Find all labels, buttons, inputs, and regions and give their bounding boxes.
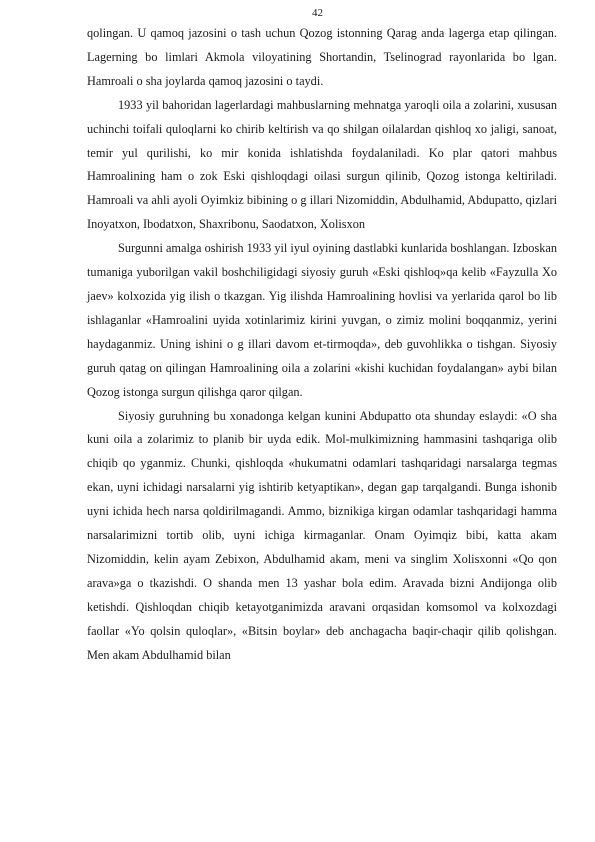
paragraph-1: qolingan. U qamoq jazosini o tash uchun Qozog istonning Qarag anda lagerga etap qilingan. Lagerning bo limlari Akmola viloyatining Shortandin, Tselinograd rayonlarida bo lgan. Hamroali o sha joylarda qamoq jazosini o taydi. (87, 26, 557, 88)
paragraph-3: Surgunni amalga oshirish 1933 yil iyul oyining dastlabki kunlarida boshlangan. Izboskan tumaniga yuborilgan vakil boshchiligidagi siyosiy guruh «Eski qishloq»qa kelib «Fayzulla Xo jaev» kolxozida yig ilish o tkazgan. Yig ilishda Hamroalining hovlisi va yerlarida qarol bo lib ishlaganlar «Hamroalini uyida xotinlarimiz kirini yuvgan, o zimiz molini boqqanmiz, yerini haydaganmiz. Uning ishini o g illari davom et-tirmoqda», deb guvohlikka o tishgan. Siyosiy guruh qatag on qilingan Hamroalining oila a zolarini «kishi kuchidan foydalangan» aybi bilan Qozog istonga surgun qilishga qaror qilgan. (87, 241, 557, 399)
page-body (87, 22, 557, 667)
paragraph-2: 1933 yil bahoridan lagerlardagi mahbuslarning mehnatga yaroqli oila a zolarini, xususan uchinchi toifali quloqlarni ko chirib keltirish va qo shilgan oilalardan qishloq xo jaligi, sanoat, temir yul qurilishi, ko mir konida ishlatishda foydalaniladi. Ko plar qatori mahbus Hamroalining ham o zok Eski qishloqdagi oilasi surgun qilinib, Qozog istonga keltiriladi. Hamroali va ahli ayoli Oyimkiz bibining o g illari Nizomiddin, Abdulhamid, Abdupatto, qizlari Inoyatxon, Ibodatxon, Shaxribonu, Saodatxon, Xolisxon (87, 97, 557, 232)
paragraph-4: Siyosiy guruhning bu xonadonga kelgan kunini Abdupatto ota shunday eslaydi: «O sha kuni oila a zolarimiz to planib bir uyda edik. Mol-mulkimizning hammasini tashqariga olib chiqib qo yganmiz. Chunki, qishloqda «hukumatni odamlari tashqaridagi narsalarga tegmas ekan, uyni ichidagi narsalarni yig ishtirib ketyaptikan», degan gap tarqalgandi. Bunga ishonib uyni ichida hech narsa qoldirilmagandi. Ammo, biznikiga kirgan odamlar tashqaridagi hamma narsalarimizni tortib olib, uyni ichiga kirmaganlar. Onam Oyimqiz bibi, katta akam Nizomiddin, kelin ayam Zebixon, Abdulhamid akam, meni va singlim Xolisxonni «Qo qon arava»ga o tkazishdi. O shanda men 13 yashar bola edim. Aravada bizni Andijonga olib ketishdi. Qishloqdan chiqib ketayotganimizda aravani orqasidan komsomol va kolxozdagi faollar «Yo qolsin quloqlar», «Bitsin boylar» deb anchagacha baqir-chaqir qilib qolishgan. Men akam Abdulhamid bilan (87, 408, 557, 662)
page-number: 42 (312, 7, 323, 19)
